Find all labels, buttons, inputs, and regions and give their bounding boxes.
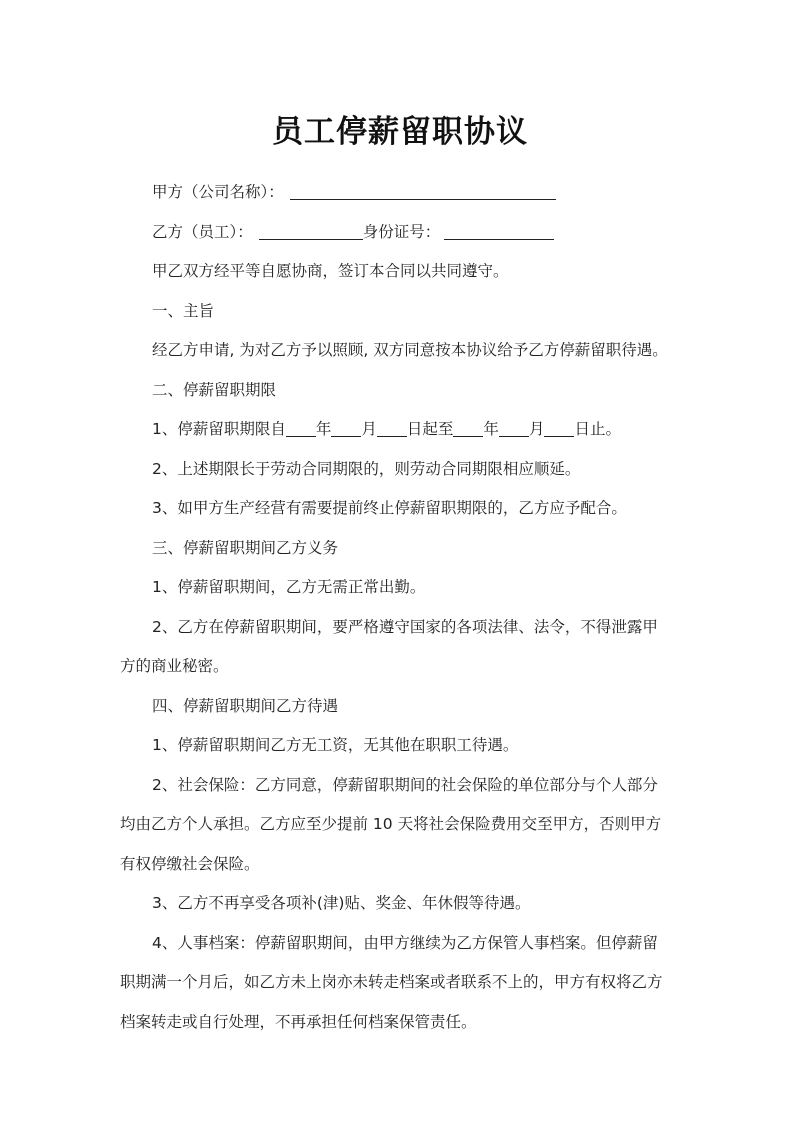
party-b-name-blank [259,223,363,240]
section4-item2-line1: 2、社会保险：乙方同意，停薪留职期间的社会保险的单位部分与个人部分 [152,776,658,794]
section4-item4-line2: 职期满一个月后，如乙方未上岗亦未转走档案或者联系不上的，甲方有权将乙方 [120,973,663,991]
section3-item1: 1、停薪留职期间，乙方无需正常出勤。 [152,578,426,596]
section3-heading: 三、停薪留职期间乙方义务 [152,539,339,557]
document-title: 员工停薪留职协议 [272,114,528,150]
start-day-blank [377,420,407,437]
section4-item4-line1: 4、人事档案：停薪留职期间，由甲方继续为乙方保管人事档案。但停薪留 [152,934,658,952]
end-month-blank [499,420,529,437]
party-a-name-blank [290,183,556,200]
section4-item4-line3: 档案转走或自行处理，不再承担任何档案保管责任。 [120,1013,477,1031]
end-day-blank [544,420,574,437]
period-prefix: 1、停薪留职期限自 [152,420,286,438]
id-number-label: 身份证号： [362,223,441,241]
start-month-label: 月 [361,420,377,438]
start-year-label: 年 [315,420,332,438]
end-day-label: 日止。 [574,420,621,438]
party-a-line [152,182,556,202]
section4-item3: 3、乙方不再享受各项补(津)贴、奖金、年休假等待遇。 [152,894,531,912]
section1-heading: 一、主旨 [152,302,215,320]
section2-item1 [152,419,621,439]
section4-item2-line2: 均由乙方个人承担。乙方应至少提前 10 天将社会保险费用交至甲方，否则甲方 [120,815,662,833]
id-number-blank [444,223,554,240]
end-month-label: 月 [528,420,545,438]
party-b-label: 乙方（员工）： [152,223,253,241]
start-month-blank [331,420,361,437]
section4-heading: 四、停薪留职期间乙方待遇 [152,697,339,715]
end-year-blank [453,420,483,437]
party-a-label: 甲方（公司名称）： [152,183,284,201]
section4-item1: 1、停薪留职期间乙方无工资，无其他在职职工待遇。 [152,736,519,754]
intro-text: 甲乙双方经平等自愿协商，签订本合同以共同遵守。 [152,262,509,280]
end-year-label: 年 [483,420,499,438]
section3-item2-line1: 2、乙方在停薪留职期间，要严格遵守国家的各项法律、法令，不得泄露甲 [152,618,658,636]
section1-paragraph: 经乙方申请, 为对乙方予以照顾, 双方同意按本协议给予乙方停薪留职待遇。 [152,341,668,359]
start-day-label: 日起至 [406,420,454,438]
section2-item2: 2、上述期限长于劳动合同期限的，则劳动合同期限相应顺延。 [152,460,581,478]
section4-item2-line3: 有权停缴社会保险。 [120,855,260,873]
section2-heading: 二、停薪留职期限 [152,381,277,399]
section3-item2-line2: 方的商业秘密。 [120,657,229,675]
start-year-blank [286,420,316,437]
party-b-line [152,222,554,242]
section2-item3: 3、如甲方生产经营有需要提前终止停薪留职期限的，乙方应予配合。 [152,499,627,517]
